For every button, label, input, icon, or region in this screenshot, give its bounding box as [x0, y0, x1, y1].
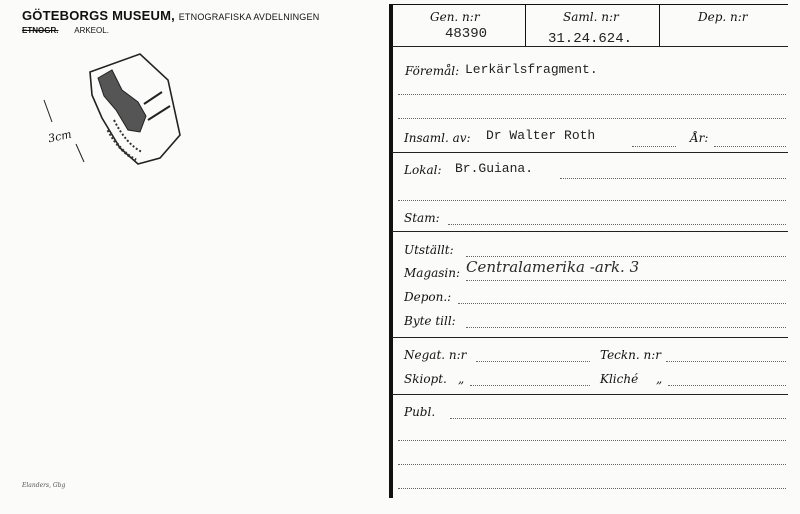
card-top-border: [392, 4, 788, 5]
magasin-line: [466, 280, 786, 281]
stam-row-bottom: [392, 231, 788, 232]
foremal-line-3: [398, 118, 786, 119]
lokal-label: Lokal:: [404, 163, 442, 177]
insaml-row-bottom: [392, 152, 788, 153]
lokal-value: Br.Guiana.: [455, 161, 534, 176]
utstallt-line: [466, 256, 786, 257]
publ-line-3: [398, 464, 786, 465]
lokal-line-1: [560, 178, 786, 179]
gen-value: 48390: [445, 26, 488, 42]
stam-line: [448, 224, 786, 225]
negat-line: [476, 361, 590, 362]
publ-label: Publ.: [404, 405, 436, 419]
skiopt-ditto: „: [458, 372, 465, 386]
storage-rows-bottom: [392, 337, 788, 338]
kliche-label: Kliché: [600, 372, 639, 386]
header-subdivisions: [22, 26, 109, 35]
struck-subdivision: ETNOGR.: [22, 26, 59, 35]
ar-label: År:: [690, 131, 709, 145]
saml-value: 31.24.624.: [548, 31, 633, 47]
magasin-label: Magasin:: [404, 266, 461, 280]
pottery-fragment-sketch: [40, 40, 190, 190]
depon-line: [458, 303, 786, 304]
gen-label: Gen. n:r: [430, 10, 480, 24]
lokal-line-2: [398, 200, 786, 201]
dep-label: Dep. n:r: [698, 10, 748, 24]
publ-line-1: [450, 418, 786, 419]
saml-label: Saml. n:r: [563, 10, 619, 24]
byte-label: Byte till:: [404, 314, 456, 328]
scale-note: 3cm: [46, 127, 73, 146]
skiopt-line: [470, 385, 590, 386]
archeol-subdivision: ARKEOL.: [74, 26, 109, 35]
foremal-line-2: [398, 94, 786, 95]
kliche-line: [668, 385, 786, 386]
magasin-value: Centralamerika -ark. 3: [466, 258, 640, 276]
teckn-line: [666, 361, 786, 362]
skiopt-label: Skiopt.: [404, 372, 447, 386]
ar-line: [714, 146, 786, 147]
saml-dep-divider: [659, 4, 660, 46]
museum-name: GÖTEBORGS MUSEUM,: [22, 8, 175, 23]
foremal-value: Lerkärlsfragment.: [465, 62, 598, 77]
teckn-label: Teckn. n:r: [600, 348, 662, 362]
insaml-label: Insaml. av:: [404, 131, 471, 145]
foremal-label: Föremål:: [405, 64, 460, 78]
depon-label: Depon.:: [404, 290, 452, 304]
photo-rows-bottom: [392, 394, 788, 395]
publ-line-2: [398, 440, 786, 441]
museum-header: [22, 8, 319, 23]
department-name: ETNOGRAFISKA AVDELNINGEN: [178, 12, 320, 22]
gen-saml-divider: [525, 4, 526, 46]
publ-line-4: [398, 488, 786, 489]
stam-label: Stam:: [404, 211, 440, 225]
card-left-border: [389, 4, 393, 498]
negat-label: Negat. n:r: [404, 348, 467, 362]
byte-line: [466, 327, 786, 328]
insaml-value: Dr Walter Roth: [486, 128, 596, 143]
utstallt-label: Utställt:: [404, 243, 454, 257]
printer-mark: Elanders, Gbg: [22, 482, 66, 489]
insaml-line: [632, 146, 676, 147]
kliche-ditto: „: [656, 372, 663, 386]
